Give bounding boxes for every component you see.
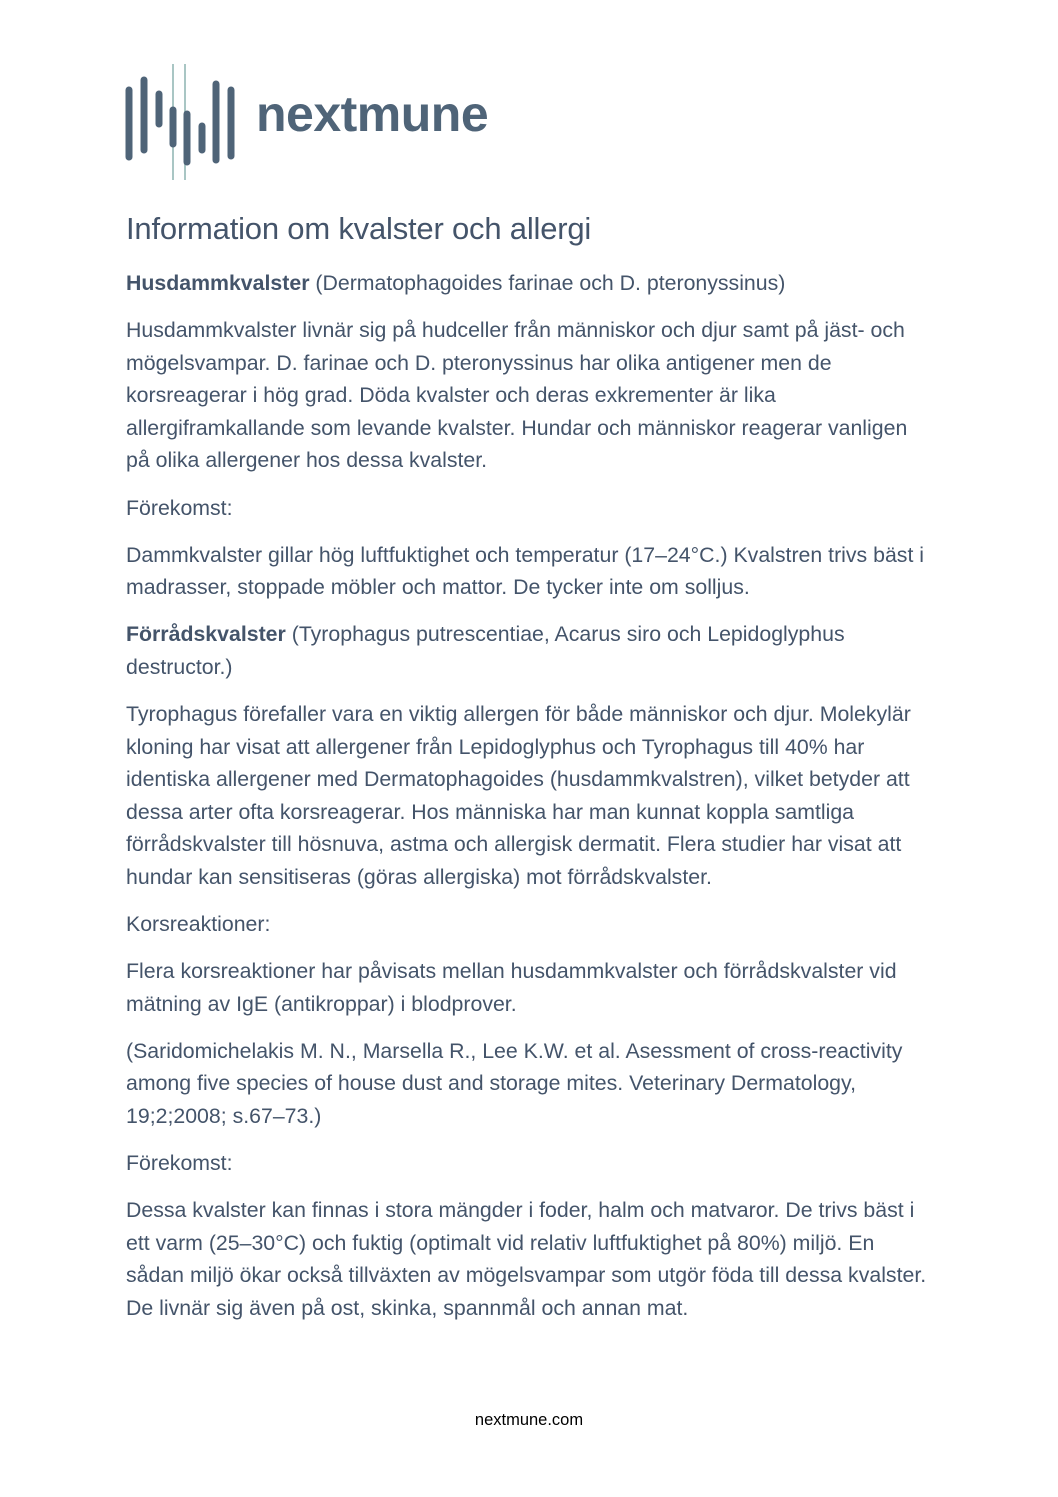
brand-wordmark: nextmune: [256, 86, 489, 142]
house-dust-body: Husdammkvalster livnär sig på hudceller från människor och djur samt på jäst- och mögelsvampar. D. farinae och D. pteronyssinus har olika antigener men de korsreagerar i hög grad. Döda kvalster och deras exkrementer är lika allergiframkallande som levande kvalster. Hundar och människor reagerar vanligen på olika allergener hos dessa kvalster.: [126, 318, 908, 473]
page-title: Information om kvalster och allergi: [126, 211, 592, 246]
storage-heading-bold: Förrådskvalster: [126, 622, 286, 647]
cross-reactions-label: Korsreaktioner:: [126, 912, 271, 937]
storage-heading: [126, 618, 936, 683]
house-dust-heading-bold: Husdammkvalster: [126, 271, 310, 295]
storage-body: Tyrophagus förefaller vara en viktig allergen för både människor och djur. Molekylär kloning har visat att allergener från Lepidoglyphus och Tyrophagus till 40% har identiska allergener med Dermatophagoides (husdammkvalstren), vilket betyder att dessa arter ofta korsreagerar. Hos människa har man kunnat koppla samtliga förrådskvalster till hösnuva, astma och allergisk dermatit. Flera studier har visat att hundar kan sensitiseras (göras allergiska) mot förrådskvalster.: [126, 702, 911, 889]
nextmune-logo: [124, 62, 544, 184]
house-dust-heading-rest: (Dermatophagoides farinae och D. pteronyssinus): [309, 271, 786, 295]
logo-bars-icon: [124, 62, 244, 184]
document-body: [126, 208, 936, 1339]
cross-reactions-text: Flera korsreaktioner har påvisats mellan husdammkvalster och förrådskvalster vid mätning av IgE (antikroppar) i blodprover.: [126, 959, 897, 1016]
storage-occurrence-label: Förekomst:: [126, 1151, 233, 1176]
reference-citation: (Saridomichelakis M. N., Marsella R., Lee K.W. et al. Asessment of cross-reactivity among five species of house dust and storage mites. Veterinary Dermatology, 19;2;2008; s.67–73.): [126, 1038, 903, 1129]
footer-url: nextmune.com: [474, 1411, 584, 1429]
storage-heading-rest: (Tyrophagus putrescentiae, Acarus siro och Lepidoglyphus destructor.): [126, 622, 845, 679]
house-dust-heading: [126, 267, 936, 300]
house-dust-occurrence-label: Förekomst:: [126, 495, 233, 520]
house-dust-occurrence-text: Dammkvalster gillar hög luftfuktighet och temperatur (17–24°C.) Kvalstren trivs bäst i madrasser, stoppade möbler och mattor. De tycker inte om solljus.: [126, 542, 925, 600]
storage-occurrence-text: Dessa kvalster kan finnas i stora mängder i foder, halm och matvaror. De trivs bäst i ett varm (25–30°C) och fuktig (optimalt vid relativ luftfuktighet på 80%) miljö. En sådan miljö ökar också tillväxten av mögelsvampar som utgör föda till dessa kvalster. De livnär sig även på ost, skinka, spannmål och annan mat.: [126, 1198, 927, 1321]
